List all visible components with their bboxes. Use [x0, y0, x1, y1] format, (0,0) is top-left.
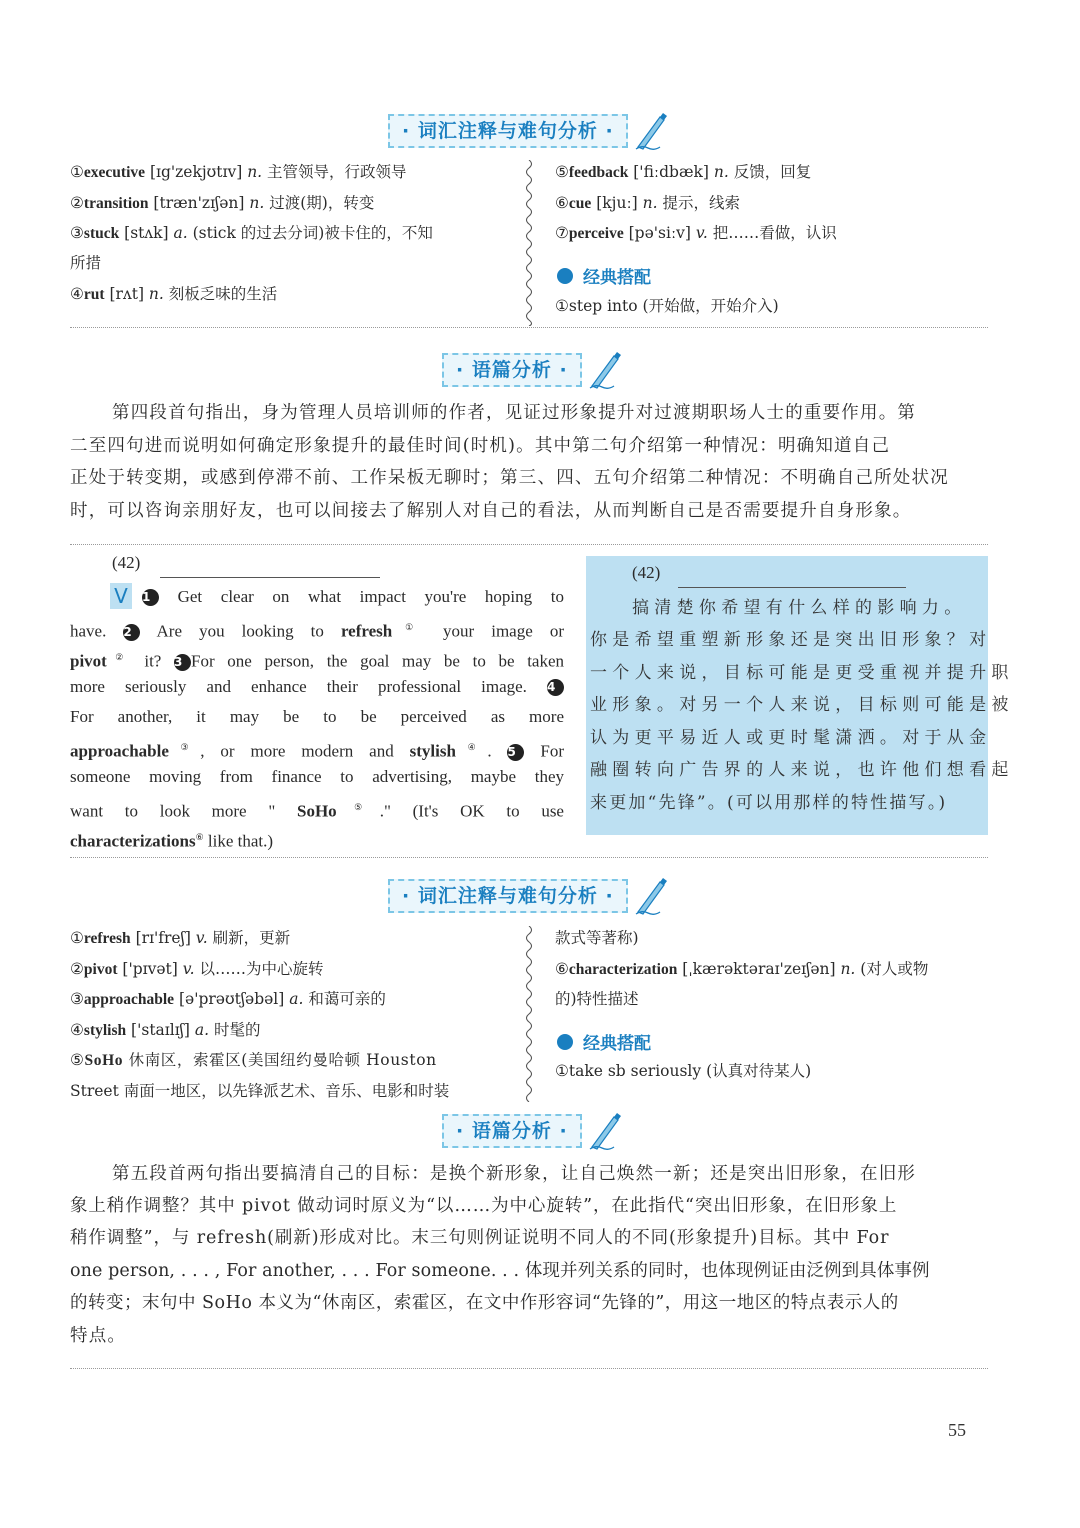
paragraph-line: one person, . . . , For another, . . . For someone. . . 体现并列关系的同时，也体现例证由泛例到具体事例: [70, 1261, 930, 1281]
paragraph-line: 正处于转变期，或感到停滞不前、工作呆板无聊时；第三、四、五句介绍第二种情况：不明确自己所处状况: [70, 468, 949, 488]
passage-line: 1 Get clear on what impact you're hoping to: [142, 587, 564, 606]
translation-line: 业形象。对另一个人来说，目标则可能是被: [590, 695, 1014, 715]
vocab-entry: ⑥characterization [ˌkærəktəraɪ'zeɪʃən] n. (对人或物: [555, 960, 929, 978]
vocab-entry: ②transition [træn'zɪʃən] n. 过渡(期)，转变: [70, 194, 375, 212]
vocab-entry: ④stylish ['staɪlɪʃ] a. 时髦的: [70, 1021, 261, 1039]
divider: [70, 327, 988, 328]
analysis-header-1-title: · 语篇分析 ·: [442, 353, 582, 387]
passage-line: pivot② it? 3 For one person, the goal may be to be taken: [70, 651, 565, 671]
divider: [70, 857, 988, 858]
passage-line: approachable③, or more modern and stylish④. 5 For: [70, 741, 564, 761]
vocab-entry: ④rut [rʌt] n. 刻板乏味的生活: [70, 285, 278, 303]
translation-line: 认为更平易近人或更时髦潇洒。对于从金: [590, 728, 992, 748]
question-number: (42): [112, 553, 141, 572]
wavy-divider: [522, 160, 536, 326]
collocation-heading-2: [557, 1029, 651, 1054]
answer-letter: V: [110, 583, 132, 609]
vocab-entry: ⑤feedback ['fiːdbæk] n. 反馈，回复: [555, 163, 812, 181]
collocation-title: 经典搭配: [583, 268, 651, 288]
pen-icon: [588, 1111, 622, 1151]
paragraph-line: 第四段首句指出，身为管理人员培训师的作者，见证过形象提升对过渡期职场人士的重要作用。第: [112, 403, 917, 423]
vocab-header-1: [388, 114, 668, 148]
page-number: 55: [948, 1420, 966, 1440]
vocab-entry: 款式等著称): [555, 929, 639, 947]
passage-line: characterizations⑥ like that.): [70, 831, 274, 851]
vocab-entry: ⑤SoHo 休南区，索霍区(美国纽约曼哈顿 Houston: [70, 1051, 437, 1069]
paragraph-line: 时，可以咨询亲朋好友，也可以间接去了解别人对自己的看法，从而判断自己是否需要提升自身形象。: [70, 501, 912, 521]
translation-number: (42): [632, 563, 661, 582]
pen-icon: [588, 350, 622, 390]
passage-line: more seriously and enhance their professional image. 4: [70, 672, 564, 702]
paragraph-line: 的转变；末句中 SoHo 本义为“休南区，索霍区，在文中作形容词“先锋的”，用这一地区的特点表示人的: [70, 1293, 899, 1313]
wavy-divider: [522, 926, 536, 1102]
vocab-header-2-title: · 词汇注释与难句分析 ·: [388, 879, 628, 913]
translation-line: 一个人来说，目标可能是更受重视并提升职: [590, 663, 1014, 683]
vocab-entry: 所措: [70, 254, 102, 272]
bullet-dot-icon: [557, 268, 573, 284]
collocation-title: 经典搭配: [583, 1034, 651, 1054]
vocab-entry: Street 南面一地区，以先锋派艺术、音乐、电影和时装: [70, 1082, 450, 1100]
analysis-header-2: [442, 1114, 622, 1148]
collocation-entry: ①take sb seriously (认真对待某人): [555, 1062, 812, 1080]
translation-line: 你是希望重塑新形象还是突出旧形象？对: [590, 630, 992, 650]
vocab-entry: ①executive [ɪg'zekjʊtɪv] n. 主管领导，行政领导: [70, 163, 407, 181]
analysis-header-1: [442, 353, 622, 387]
collocation-entry: ①step into (开始做，开始介入): [555, 297, 779, 315]
vocab-header-2: [388, 879, 668, 913]
analysis-header-2-title: · 语篇分析 ·: [442, 1114, 582, 1148]
passage-line: want to look more " SoHo⑤." (It's OK to use: [70, 801, 564, 821]
answer-blank-line: [160, 577, 380, 578]
divider: [70, 1368, 988, 1369]
passage-line: someone moving from finance to advertising, maybe they: [70, 767, 564, 786]
vocab-entry: ③approachable [ə'prəʊtʃəbəl] a. 和蔼可亲的: [70, 990, 386, 1008]
vocab-entry: ①refresh [rɪ'freʃ] v. 刷新，更新: [70, 929, 291, 947]
passage-line: For another, it may be to be perceived as more: [70, 707, 564, 726]
paragraph-line: 特点。: [70, 1326, 127, 1346]
collocation-heading-1: [557, 263, 651, 288]
vocab-header-1-title: · 词汇注释与难句分析 ·: [388, 114, 628, 148]
bullet-dot-icon: [557, 1034, 573, 1050]
translation-line: 搞清楚你希望有什么样的影响力。: [632, 598, 967, 618]
passage-line: have. 2 Are you looking to refresh① your image or: [70, 621, 564, 641]
paragraph-line: 象上稍作调整？其中 pivot 做动词时原义为“以……为中心旋转”，在此指代“突出旧形象，在旧形象上: [70, 1196, 898, 1216]
pen-icon: [634, 111, 668, 151]
paragraph-line: 稍作调整”，与 refresh(刷新)形成对比。末三句则例证说明不同人的不同(形象提升)目标。其中 For: [70, 1228, 890, 1248]
translation-line: 融圈转向广告界的人来说，也许他们想看起: [590, 760, 1014, 780]
paragraph-line: 第五段首两句指出要搞清自己的目标：是换个新形象，让自己焕然一新；还是突出旧形象，在旧形: [112, 1164, 917, 1184]
vocab-entry: 的)特性描述: [555, 990, 639, 1008]
translation-blank-line: [678, 587, 906, 588]
translation-line: 来更加“先锋”。(可以用那样的特性描写。): [590, 793, 948, 813]
pen-icon: [634, 876, 668, 916]
vocab-entry: ②pivot ['pɪvət] v. 以……为中心旋转: [70, 960, 324, 978]
divider: [70, 544, 988, 545]
paragraph-line: 二至四句进而说明如何确定形象提升的最佳时间(时机)。其中第二句介绍第一种情况：明确知道自己: [70, 436, 891, 456]
vocab-entry: ⑦perceive [pə'siːv] v. 把……看做，认识: [555, 224, 837, 242]
vocab-entry: ⑥cue [kjuː] n. 提示，线索: [555, 194, 741, 212]
vocab-entry: ③stuck [stʌk] a. (stick 的过去分词)被卡住的，不知: [70, 224, 433, 242]
